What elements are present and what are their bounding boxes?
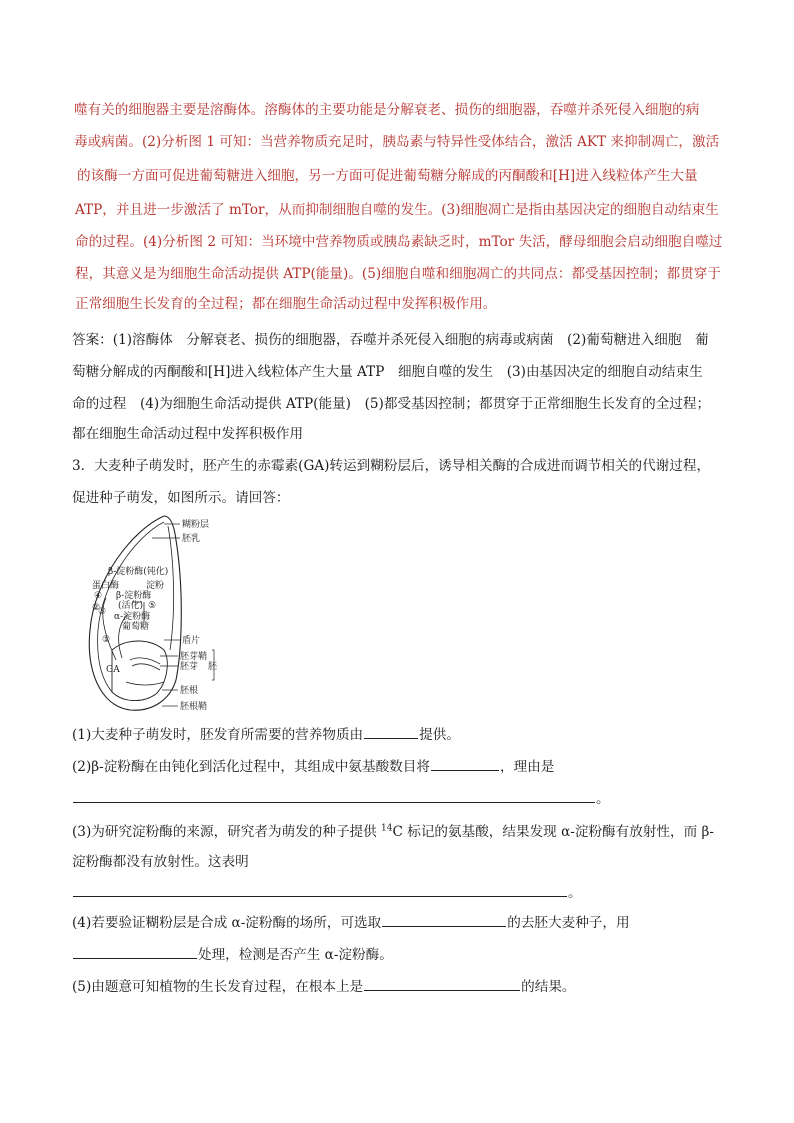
question-2 — [72, 756, 554, 777]
watermark: ​ — [517, 296, 523, 311]
question-3 — [72, 822, 714, 842]
label-radicle: 胚根 — [180, 686, 199, 696]
analysis-line: 噬有关的细胞器主要是溶酶体。溶酶体的主要功能是分解衰老、损伤的细胞器，吞噬并杀死侵入细胞的病 — [74, 102, 700, 118]
question-text: 的去胚大麦种子，用 — [507, 915, 630, 931]
period: 。 — [596, 791, 610, 807]
question-5 — [72, 976, 576, 997]
answer-line: 都在细胞生命活动过程中发挥积极作用 — [72, 426, 304, 442]
analysis-line: 的该酶一方面可促进葡萄糖进入细胞，另一方面可促进葡萄糖分解成的丙酮酸和[H]进入线粒体产生大量 — [77, 168, 698, 184]
label-ga: GA — [106, 665, 120, 675]
question-stem: 促进种子萌发，如图所示。请回答： — [72, 490, 290, 506]
label-glucose: 葡萄糖 — [122, 622, 150, 632]
question-3-blank-line — [72, 882, 582, 903]
period: 。 — [568, 885, 582, 901]
question-2-line — [72, 788, 610, 809]
label-circle-1: ① — [102, 635, 111, 645]
answer-line: 答案：(1)溶酶体 分解衰老、损伤的细胞器，吞噬并杀死侵入细胞的病毒或病菌 (2)葡萄糖进入细胞 葡 — [72, 332, 709, 348]
analysis-line: ATP，并且进一步激活了 mTor，从而抑制细胞自噬的发生。(3)细胞凋亡是指由基因决定的细胞自动结束生 — [75, 202, 719, 218]
label-coleorhiza: 胚根鞘 — [180, 702, 208, 712]
question-text: (4)若要验证糊粉层是合成 α-淀粉酶的场所，可选取 — [72, 915, 382, 931]
label-beta-active: (活化) — [118, 601, 144, 611]
isotope-superscript: 14 — [381, 823, 393, 834]
label-protease: 蛋白酶 — [92, 581, 120, 591]
label-beta-passive: β-淀粉酶(钝化) — [108, 567, 169, 577]
answer-blank[interactable] — [364, 976, 520, 991]
question-text: (5)由题意可知植物的生长发育过程，在根本上是 — [72, 979, 364, 995]
analysis-line: 正常细胞生长发育的全过程；都在细胞生命活动过程中发挥积极作用。 — [75, 296, 497, 312]
label-alpha: α-淀粉酶 — [114, 612, 151, 622]
question-stem: 3．大麦种子萌发时，胚产生的赤霉素(GA)转运到糊粉层后，诱导相关酶的合成进而调节相关的代谢过程， — [72, 458, 711, 474]
label-endosperm: 胚乳 — [182, 534, 201, 544]
label-plumule: 胚芽 — [180, 662, 199, 672]
question-3-line: 淀粉酶都没有放射性。这表明 — [72, 854, 249, 870]
label-circle-5: ⑤ — [148, 601, 157, 611]
answer-blank[interactable] — [73, 882, 567, 897]
answer-line: 命的过程 (4)为细胞生命活动提供 ATP(能量) (5)都受基因控制；都贯穿于正常细胞生长发育的全过程； — [72, 396, 711, 412]
label-scutellum: 盾片 — [182, 636, 201, 646]
answer-blank[interactable] — [431, 756, 499, 771]
question-text: 处理，检测是否产生 α-淀粉酶。 — [198, 947, 393, 963]
question-text: 提供。 — [419, 727, 460, 743]
question-text: ，理由是 — [499, 759, 555, 775]
question-4 — [72, 912, 630, 933]
label-coleoptile: 胚芽鞘 — [180, 652, 208, 662]
answer-blank[interactable] — [364, 724, 418, 739]
question-1 — [72, 724, 460, 745]
question-4-line — [72, 944, 393, 965]
question-text: (3)为研究淀粉酶的来源，研究者为萌发的种子提供 — [72, 824, 382, 840]
question-text: 的结果。 — [521, 979, 576, 995]
barley-seed-diagram — [72, 510, 222, 714]
label-embryo: 胚 — [208, 662, 218, 672]
answer-blank[interactable] — [73, 944, 197, 959]
analysis-line: 程，其意义是为细胞生命活动提供 ATP(能量)。(5)细胞自噬和细胞凋亡的共同点：都受基因控制；都贯穿于 — [75, 266, 721, 282]
question-text: (2)β-淀粉酶在由钝化到活化过程中，其组成中氨基酸数目将 — [72, 759, 430, 775]
label-starch: 淀粉 — [146, 581, 165, 591]
question-text: (1)大麦种子萌发时，胚发育所需要的营养物质由 — [72, 727, 364, 743]
analysis-line: 命的过程。(4)分析图 2 可知：当环境中营养物质或胰岛素缺乏时，mTor 失活，酵母细胞会启动细胞自噬过 — [75, 234, 723, 250]
question-text: C 标记的氨基酸，结果发现 α-淀粉酶有放射性，而 β- — [392, 824, 714, 840]
answer-line: 萄糖分解成的丙酮酸和[H]进入线粒体产生大量 ATP 细胞自噬的发生 (3)由基因决定的细胞自动结束生 — [72, 364, 703, 380]
label-aleurone: 糊粉层 — [182, 520, 210, 530]
label-beta-active: β-淀粉酶 — [116, 591, 152, 601]
label-circle-2: ② — [92, 603, 101, 613]
label-circle-4: ④ — [94, 591, 103, 601]
label-circle-3: ③ — [98, 607, 107, 617]
answer-blank[interactable] — [382, 912, 506, 927]
analysis-line: 毒或病菌。(2)分析图 1 可知：当营养物质充足时，胰岛素与特异性受体结合，激活 AKT 来抑制凋亡，激活 — [74, 134, 720, 150]
answer-blank[interactable] — [73, 788, 595, 803]
